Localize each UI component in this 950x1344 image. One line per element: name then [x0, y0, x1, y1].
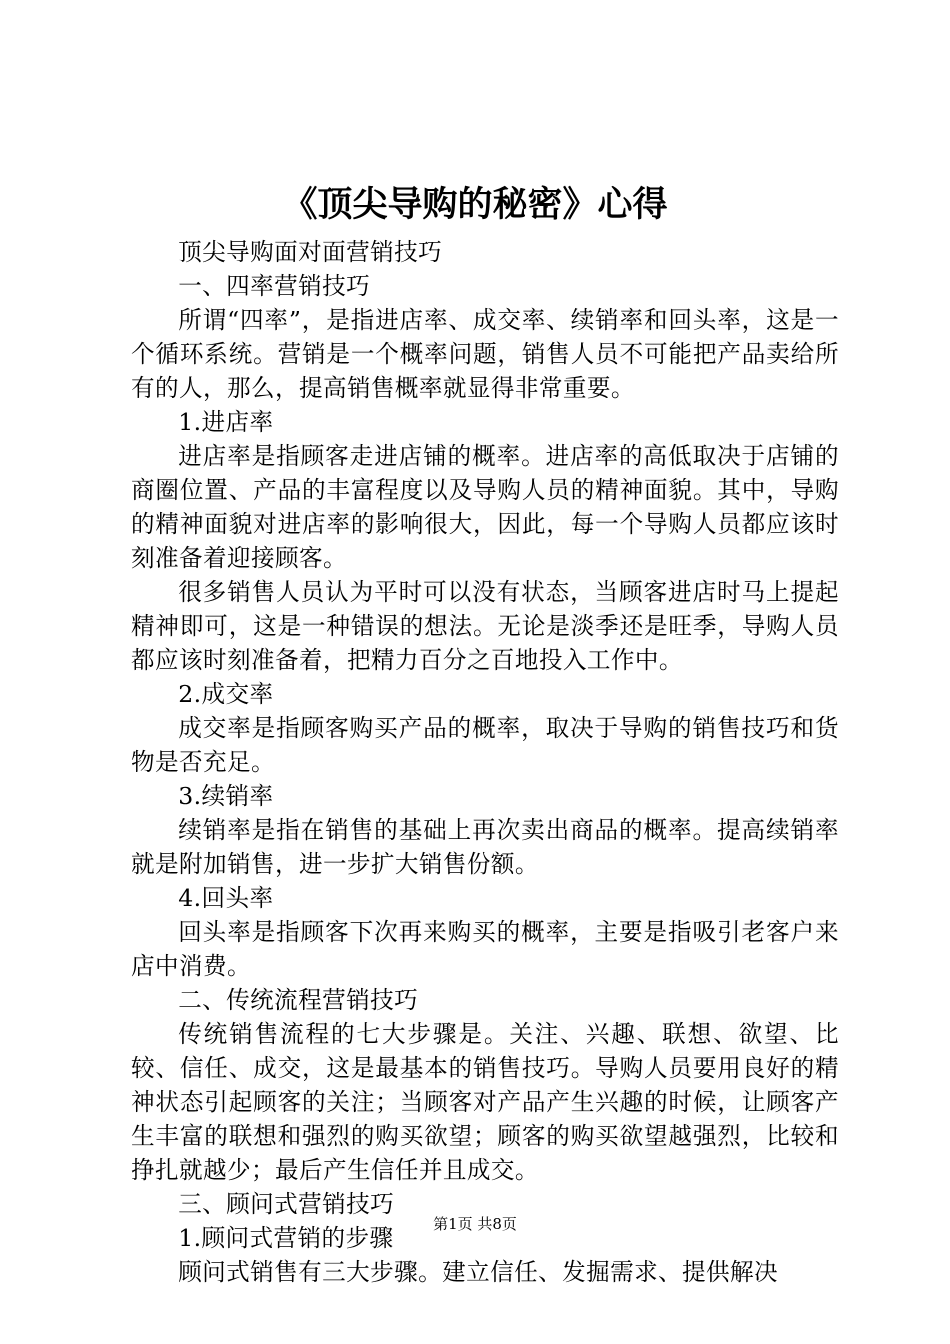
paragraph: 顾问式销售有三大步骤。建立信任、发掘需求、提供解决: [178, 1258, 779, 1286]
section-heading: 二、传统流程营销技巧: [178, 986, 419, 1014]
section-heading: 一、四率营销技巧: [178, 272, 371, 300]
subsection-heading: 3.续销率: [178, 782, 274, 810]
subsection-heading: 4.回头率: [178, 884, 274, 912]
paragraph: 所谓“四率”，是指进店率、成交率、续销率和回头率，这是一个循环系统。营销是一个概率问题，销售人员不可能把产品卖给所有的人，那么，提高销售概率就显得非常重要。: [131, 306, 839, 402]
paragraph: 进店率是指顾客走进店铺的概率。进店率的高低取决于店铺的商圈位置、产品的丰富程度以及导购人员的精神面貌。其中，导购的精神面貌对进店率的影响很大，因此，每一个导购人员都应该时刻准备着迎接顾客。: [131, 442, 839, 572]
paragraph: 成交率是指顾客购买产品的概率，取决于导购的销售技巧和货物是否充足。: [131, 714, 839, 776]
document-title: 《顶尖导购的秘密》心得: [282, 184, 668, 225]
paragraph: 很多销售人员认为平时可以没有状态，当顾客进店时马上提起精神即可，这是一种错误的想法。无论是淡季还是旺季，导购人员都应该时刻准备着，把精力百分之百地投入工作中。: [131, 578, 839, 674]
paragraph: 回头率是指顾客下次再来购买的概率，主要是指吸引老客户来店中消费。: [131, 918, 839, 980]
paragraph: 顶尖导购面对面营销技巧: [178, 238, 443, 266]
page-footer: 第1页 共8页: [433, 1215, 517, 1233]
section-heading: 三、顾问式营销技巧: [178, 1190, 395, 1218]
subsection-heading: 1.进店率: [178, 408, 274, 436]
subsection-heading: 1.顾问式营销的步骤: [178, 1224, 394, 1252]
paragraph: 续销率是指在销售的基础上再次卖出商品的概率。提高续销率就是附加销售，进一步扩大销售份额。: [131, 816, 839, 878]
subsection-heading: 2.成交率: [178, 680, 274, 708]
document-body: [131, 235, 839, 1289]
paragraph: 传统销售流程的七大步骤是。关注、兴趣、联想、欲望、比较、信任、成交，这是最基本的销售技巧。导购人员要用良好的精神状态引起顾客的关注；当顾客对产品产生兴趣的时候，让顾客产生丰富的联想和强烈的购买欲望；顾客的购买欲望越强烈，比较和挣扎就越少；最后产生信任并且成交。: [131, 1020, 839, 1184]
